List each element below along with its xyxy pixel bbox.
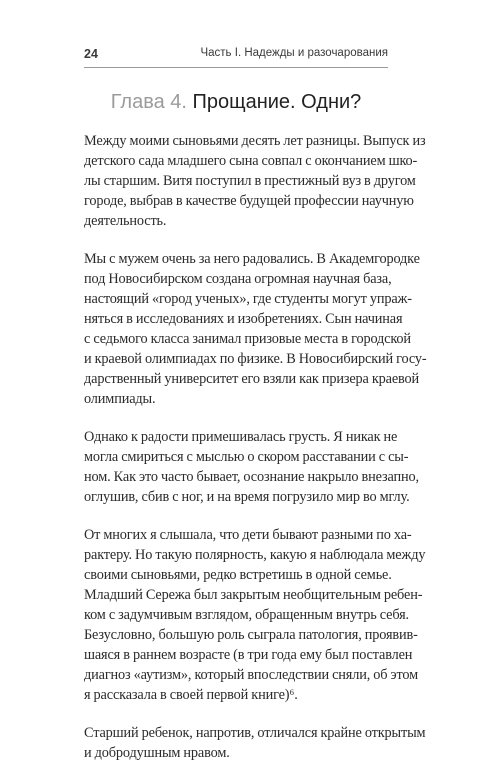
body-text bbox=[84, 113, 427, 763]
text-line: городе, выбрав в качестве будущей профессии научную bbox=[84, 193, 414, 209]
paragraph-gap bbox=[84, 705, 388, 723]
text-line: Между моими сыновьями десять лет разницы. Выпуск из bbox=[84, 133, 426, 149]
text-line: и добродушным нравом. bbox=[84, 745, 230, 761]
chapter-label: Глава 4. bbox=[110, 91, 187, 113]
text-line: я рассказала в своей первой книге)⁶. bbox=[84, 687, 298, 703]
text-line: могла смириться с мыслью о скором расставании с сы- bbox=[84, 449, 409, 465]
text-line: своими сыновьями, редко встретишь в одной семье. bbox=[84, 567, 392, 583]
page-number: 24 bbox=[84, 47, 98, 61]
paragraph-gap bbox=[84, 409, 388, 427]
text-line: под Новосибирском создана огромная научная база, bbox=[84, 271, 392, 287]
text-line: Младший Сережа был закрытым необщительным ребен- bbox=[84, 587, 423, 603]
header-divider bbox=[84, 67, 388, 68]
text-line: шаяся в раннем возрасте (в три года ему был поставлен bbox=[84, 647, 413, 663]
text-line: с седьмого класса занимал призовые места в городской bbox=[84, 331, 411, 347]
paragraph bbox=[84, 723, 426, 763]
chapter-title: Прощание. Одни? bbox=[192, 91, 362, 113]
paragraph-gap bbox=[84, 113, 388, 131]
text-line: лы старшим. Витя поступил в престижный вуз в другом bbox=[84, 173, 416, 189]
paragraph bbox=[84, 131, 426, 231]
text-line: олимпиады. bbox=[84, 391, 156, 407]
paragraph-gap bbox=[84, 507, 388, 525]
text-line: От многих я слышала, что дети бывают разными по ха- bbox=[84, 527, 412, 543]
text-line: рактеру. Но такую полярность, какую я наблюдала между bbox=[84, 547, 426, 563]
text-line: оглушив, сбив с ног, и на время погрузило мир во мглу. bbox=[84, 489, 410, 505]
chapter-heading bbox=[84, 90, 388, 114]
running-title: Часть I. Надежды и разочарования bbox=[200, 47, 388, 59]
paragraph bbox=[84, 427, 419, 507]
running-header bbox=[84, 47, 388, 61]
text-line: няться в исследованиях и изобретениях. Сын начиная bbox=[84, 311, 403, 327]
text-line: деятельность. bbox=[84, 213, 167, 229]
text-line: дарственный университет его взяли как призера краевой bbox=[84, 371, 420, 387]
text-line: детского сада младшего сына совпал с окончанием шко- bbox=[84, 153, 418, 169]
paragraph bbox=[84, 249, 427, 409]
text-line: ном. Как это часто бывает, осознание накрыло внезапно, bbox=[84, 469, 419, 485]
paragraph bbox=[84, 525, 426, 705]
text-line: Однако к радости примешивалась грусть. Я никак не bbox=[84, 429, 398, 445]
text-line: Безусловно, большую роль сыграла патология, проявив- bbox=[84, 627, 418, 643]
text-line: и краевой олимпиадах по физике. В Новосибирский госу- bbox=[84, 351, 427, 367]
text-line: диагноз «аутизм», который впоследствии сняли, об этом bbox=[84, 667, 419, 683]
paragraph-gap bbox=[84, 231, 388, 249]
text-line: Старший ребенок, напротив, отличался крайне открытым bbox=[84, 725, 426, 741]
text-line: настоящий «город ученых», где студенты могут упраж- bbox=[84, 291, 412, 307]
text-line: ком с задумчивым взглядом, обращенным внутрь себя. bbox=[84, 607, 409, 623]
text-line: Мы с мужем очень за него радовались. В Академгородке bbox=[84, 251, 420, 267]
